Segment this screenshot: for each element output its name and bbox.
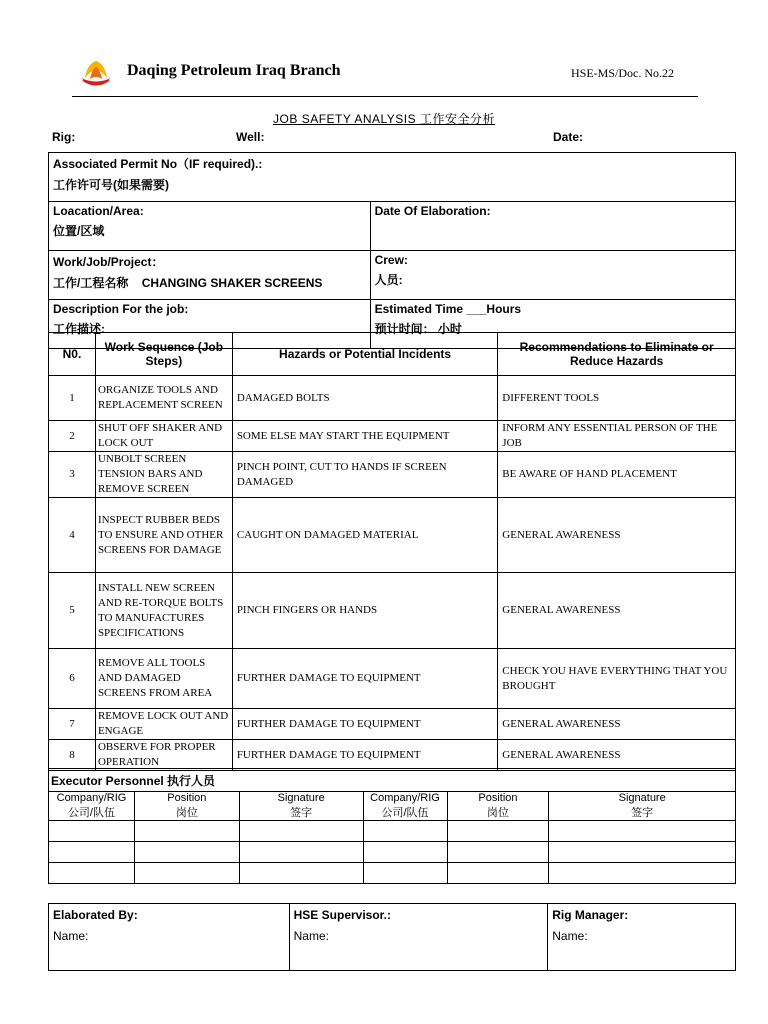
rig-label: Rig: xyxy=(52,130,76,144)
crew-label-cn: 人员: xyxy=(374,273,403,287)
location-label-cn: 位置/区域 xyxy=(53,224,105,238)
step-hazard: DAMAGED BOLTS xyxy=(232,376,497,421)
table-row xyxy=(49,421,736,452)
step-sequence: INSPECT RUBBER BEDS TO ENSURE AND OTHER SCREENS FOR DAMAGE xyxy=(95,498,232,573)
executor-cell[interactable] xyxy=(134,821,239,842)
estimated-time-label-cn: 预计时间： 小时 xyxy=(374,322,462,336)
step-number: 6 xyxy=(49,649,96,709)
executor-cell[interactable] xyxy=(49,821,135,842)
step-number: 1 xyxy=(49,376,96,421)
col-header-signature xyxy=(549,792,736,821)
hse-supervisor-label: HSE Supervisor.: xyxy=(293,908,392,922)
step-hazard: FURTHER DAMAGE TO EQUIPMENT xyxy=(232,649,497,709)
table-row xyxy=(49,498,736,573)
date-label: Date: xyxy=(553,130,584,144)
step-hazard: CAUGHT ON DAMAGED MATERIAL xyxy=(232,498,497,573)
page-title: JOB SAFETY ANALYSIS 工作安全分析 xyxy=(273,112,495,126)
header-cn: 公司/队伍 xyxy=(67,807,115,819)
job-info-table xyxy=(48,152,736,349)
step-sequence: UNBOLT SCREEN TENSION BARS AND REMOVE SCREEN xyxy=(95,452,232,498)
executor-label: Executor Personnel 执行人员 xyxy=(49,769,736,792)
rig-manager-cell[interactable] xyxy=(548,904,736,971)
header-en: Position xyxy=(167,792,207,804)
header-en: Signature xyxy=(618,792,666,804)
executor-cell[interactable] xyxy=(49,842,135,863)
executor-cell[interactable] xyxy=(363,863,447,884)
step-recommendation: BE AWARE OF HAND PLACEMENT xyxy=(498,452,736,498)
step-recommendation: INFORM ANY ESSENTIAL PERSON OF THE JOB xyxy=(498,421,736,452)
work-row xyxy=(49,251,736,300)
header-cn: 岗位 xyxy=(175,807,198,819)
permit-label-cn: 工作许可号(如果需要) xyxy=(53,178,169,192)
col-header-signature xyxy=(239,792,363,821)
step-recommendation: GENERAL AWARENESS xyxy=(498,740,736,771)
step-number: 7 xyxy=(49,709,96,740)
header-en: Position xyxy=(478,792,518,804)
col-header-position xyxy=(447,792,549,821)
col-header-company xyxy=(363,792,447,821)
rig-manager-name-label: Name: xyxy=(552,929,588,943)
location-cell[interactable] xyxy=(49,202,371,251)
col-header-company xyxy=(49,792,135,821)
table-row xyxy=(49,573,736,649)
step-sequence: ORGANIZE TOOLS AND REPLACEMENT SCREEN xyxy=(95,376,232,421)
hse-supervisor-cell[interactable] xyxy=(289,904,548,971)
elaboration-date-label: Date Of Elaboration: xyxy=(374,204,491,218)
executor-cell[interactable] xyxy=(447,863,549,884)
header-cn: 公司/队伍 xyxy=(381,807,429,819)
step-sequence: INSTALL NEW SCREEN AND RE-TORQUE BOLTS TO MANUFACTURES SPECIFICATIONS xyxy=(95,573,232,649)
table-row xyxy=(49,709,736,740)
table-row xyxy=(49,649,736,709)
elaborated-by-cell[interactable] xyxy=(49,904,290,971)
col-header-sequence: Work Sequence (Job Steps) xyxy=(95,333,232,376)
work-label-cn: 工作/工程名称 xyxy=(53,276,129,290)
executor-cell[interactable] xyxy=(447,842,549,863)
executor-cell[interactable] xyxy=(134,863,239,884)
executor-cell[interactable] xyxy=(549,842,736,863)
executor-row xyxy=(49,842,736,863)
company-name: Daqing Petroleum Iraq Branch xyxy=(127,62,341,79)
step-number: 5 xyxy=(49,573,96,649)
col-header-no: N0. xyxy=(49,333,96,376)
executor-cell[interactable] xyxy=(49,863,135,884)
executor-cell[interactable] xyxy=(363,821,447,842)
permit-row xyxy=(49,153,736,202)
document-number: HSE-MS/Doc. No.22 xyxy=(570,66,674,80)
executor-cell[interactable] xyxy=(549,863,736,884)
job-steps-table xyxy=(48,332,736,771)
executor-cell[interactable] xyxy=(239,842,363,863)
permit-cell[interactable] xyxy=(49,153,736,202)
col-header-recommendations: Recommendations to Eliminate or Reduce Hazards xyxy=(498,333,736,376)
step-number: 8 xyxy=(49,740,96,771)
executor-cell[interactable] xyxy=(549,821,736,842)
executor-cell[interactable] xyxy=(239,821,363,842)
col-header-position xyxy=(134,792,239,821)
step-sequence: REMOVE LOCK OUT AND ENGAGE xyxy=(95,709,232,740)
step-hazard: FURTHER DAMAGE TO EQUIPMENT xyxy=(232,740,497,771)
executor-cell[interactable] xyxy=(134,842,239,863)
document-header xyxy=(72,56,698,97)
executor-row xyxy=(49,863,736,884)
header-cn: 签字 xyxy=(631,807,654,819)
col-header-hazards: Hazards or Potential Incidents xyxy=(232,333,497,376)
table-row xyxy=(49,740,736,771)
executor-header-row xyxy=(49,792,736,821)
table-row xyxy=(49,376,736,421)
description-label-cn: 工作描述: xyxy=(53,322,105,336)
executor-cell[interactable] xyxy=(447,821,549,842)
elaborated-by-label: Elaborated By: xyxy=(53,908,138,922)
executor-cell[interactable] xyxy=(363,842,447,863)
step-number: 4 xyxy=(49,498,96,573)
step-recommendation: DIFFERENT TOOLS xyxy=(498,376,736,421)
step-sequence: SHUT OFF SHAKER AND LOCK OUT xyxy=(95,421,232,452)
elaboration-date-cell[interactable] xyxy=(370,202,735,251)
step-number: 2 xyxy=(49,421,96,452)
permit-label: Associated Permit No（IF required).: xyxy=(53,157,263,171)
step-hazard: FURTHER DAMAGE TO EQUIPMENT xyxy=(232,709,497,740)
work-cell[interactable] xyxy=(49,251,371,300)
executor-row xyxy=(49,821,736,842)
header-cn: 岗位 xyxy=(486,807,509,819)
location-row xyxy=(49,202,736,251)
step-hazard: PINCH FINGERS OR HANDS xyxy=(232,573,497,649)
elaborated-name-label: Name: xyxy=(53,929,89,943)
work-label: Work/Job/Project： xyxy=(53,255,164,269)
signoff-row xyxy=(49,904,736,971)
header-en: Company/RIG xyxy=(370,792,440,804)
table-row xyxy=(49,452,736,498)
work-label-line xyxy=(53,274,366,291)
step-number: 3 xyxy=(49,452,96,498)
step-hazard: PINCH POINT, CUT TO HANDS IF SCREEN DAMAGED xyxy=(232,452,497,498)
executor-personnel-table xyxy=(48,768,736,884)
executor-cell[interactable] xyxy=(239,863,363,884)
step-hazard: SOME ELSE MAY START THE EQUIPMENT xyxy=(232,421,497,452)
crew-label: Crew: xyxy=(374,253,408,267)
header-cn: 签字 xyxy=(290,807,313,819)
step-recommendation: GENERAL AWARENESS xyxy=(498,498,736,573)
step-recommendation: GENERAL AWARENESS xyxy=(498,573,736,649)
well-label: Well: xyxy=(236,130,265,144)
header-en: Signature xyxy=(277,792,325,804)
signoff-table xyxy=(48,903,736,971)
crew-cell[interactable] xyxy=(370,251,735,300)
description-label: Description For the job: xyxy=(53,302,189,316)
steps-header-row xyxy=(49,333,736,376)
header-en: Company/RIG xyxy=(56,792,127,804)
step-recommendation: GENERAL AWARENESS xyxy=(498,709,736,740)
step-recommendation: CHECK YOU HAVE EVERYTHING THAT YOU BROUGHT xyxy=(498,649,736,709)
executor-label-row xyxy=(49,769,736,792)
hse-name-label: Name: xyxy=(293,929,329,943)
rig-manager-label: Rig Manager: xyxy=(552,908,629,922)
company-logo-icon xyxy=(78,58,114,90)
location-label: Loacation/Area: xyxy=(53,204,144,218)
estimated-time-label: Estimated Time ___Hours xyxy=(374,302,522,316)
step-sequence: OBSERVE FOR PROPER OPERATION xyxy=(95,740,232,771)
work-value: CHANGING SHAKER SCREENS xyxy=(141,276,323,290)
step-sequence: REMOVE ALL TOOLS AND DAMAGED SCREENS FROM AREA xyxy=(95,649,232,709)
